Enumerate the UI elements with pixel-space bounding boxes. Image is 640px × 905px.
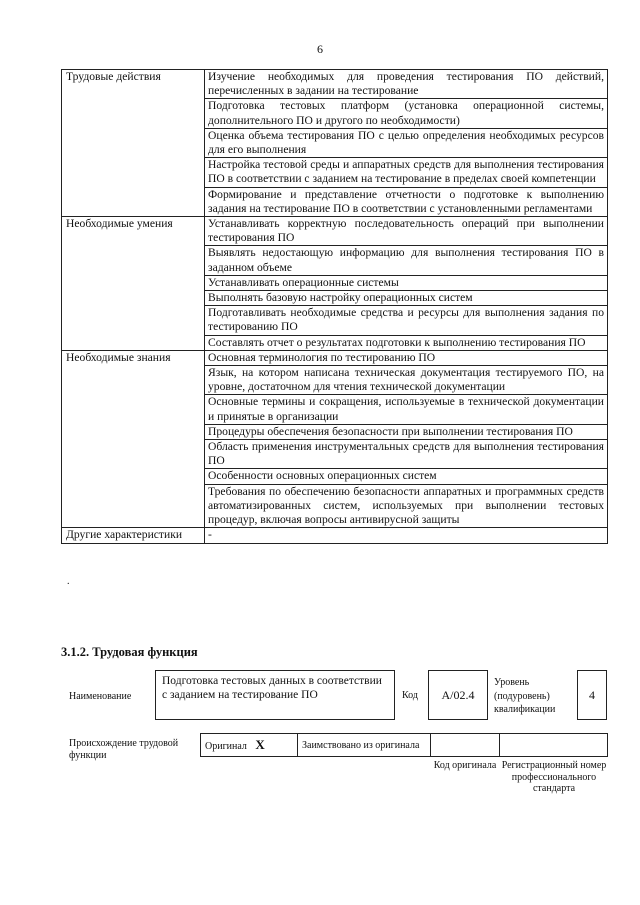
table-row: [62, 440, 608, 469]
registration-number-cell: [500, 734, 608, 757]
description-cell: Выполнять базовую настройку операционных систем: [205, 291, 608, 306]
category-cell-continued: [62, 158, 205, 187]
table-row: [62, 424, 608, 439]
category-cell-continued: [62, 275, 205, 290]
category-cell-continued: [62, 484, 205, 528]
table-row: [62, 335, 608, 350]
category-cell-continued: [62, 187, 205, 216]
category-cell-continued: [62, 424, 205, 439]
table-row: [62, 484, 608, 528]
table-row: [62, 350, 608, 365]
category-cell-continued: [62, 291, 205, 306]
category-cell-continued: [62, 99, 205, 128]
section-title: 3.1.2. Трудовая функция: [61, 645, 198, 659]
description-cell: Область применения инструментальных средств для выполнения тестирования ПО: [205, 440, 608, 469]
table-row: [62, 306, 608, 335]
description-cell: Подготавливать необходимые средства и ресурсы для выполнения задания по тестированию ПО: [205, 306, 608, 335]
description-cell: Оценка объема тестирования ПО с целью определения необходимых ресурсов для его выполнения: [205, 128, 608, 157]
description-cell: Подготовка тестовых платформ (установка операционной системы, дополнительного ПО и другого по необходимости): [205, 99, 608, 128]
description-cell: Основные термины и сокращения, используемые в технической документации и принятые в организации: [205, 395, 608, 424]
original-label: Оригинал: [205, 740, 247, 752]
table-row: [62, 246, 608, 275]
description-cell: Процедуры обеспечения безопасности при выполнении тестирования ПО: [205, 424, 608, 439]
description-cell: Устанавливать корректную последовательность операций при выполнении тестирования ПО: [205, 217, 608, 246]
name-label: Наименование: [69, 691, 132, 702]
category-cell-continued: [62, 128, 205, 157]
description-cell: Язык, на котором написана техническая документация тестируемого ПО, на уровне, достаточном для чтения технической документации: [205, 366, 608, 395]
description-cell: Основная терминология по тестированию ПО: [205, 350, 608, 365]
function-name-box: Подготовка тестовых данных в соответствии с заданием на тестирование ПО: [155, 670, 395, 720]
table-row: [62, 128, 608, 157]
category-cell: Необходимые умения: [62, 217, 205, 246]
level-label: Уровень (подуровень) квалификации: [494, 677, 556, 715]
table-row: [62, 291, 608, 306]
description-cell: Формирование и представление отчетности о подготовке к выполнению задания на тестирование ПО в соответствии с установленными регламентами: [205, 187, 608, 216]
category-cell-continued: [62, 335, 205, 350]
level-value-box: 4: [577, 670, 607, 720]
description-cell: Особенности основных операционных систем: [205, 469, 608, 484]
table-row: [62, 275, 608, 290]
category-cell-continued: [62, 246, 205, 275]
original-x-mark: X: [255, 736, 265, 752]
description-cell: Составлять отчет о результатах подготовки к выполнению тестирования ПО: [205, 335, 608, 350]
description-cell: Изучение необходимых для проведения тестирования ПО действий, перечисленных в задании на тестирование: [205, 70, 608, 99]
origin-table: [200, 733, 608, 757]
description-cell: Настройка тестовой среды и аппаратных средств для выполнения тестирования ПО в соответствии с заданием на тестирование в пределах своей компетенции: [205, 158, 608, 187]
table-row: [62, 70, 608, 99]
table-row: [62, 99, 608, 128]
function-code-box: А/02.4: [428, 670, 488, 720]
origin-label: Происхождение трудовой функции: [69, 738, 179, 761]
description-cell: Устанавливать операционные системы: [205, 275, 608, 290]
code-label: Код: [402, 690, 418, 701]
stray-dot-mark: .: [67, 576, 70, 587]
category-cell-continued: [62, 306, 205, 335]
category-cell: Необходимые знания: [62, 350, 205, 365]
description-cell: Требования по обеспечению безопасности аппаратных и программных средств автоматизированных систем, используемых при выполнении тестовых процедур, включая вопросы антивирусной защиты: [205, 484, 608, 528]
table-row: [62, 528, 608, 543]
table-row: [62, 217, 608, 246]
table-row: [62, 187, 608, 216]
category-cell-continued: [62, 366, 205, 395]
category-cell-continued: [62, 440, 205, 469]
borrowed-cell: Заимствовано из оригинала: [298, 734, 431, 757]
description-cell: Выявлять недостающую информацию для выполнения тестирования ПО в заданном объеме: [205, 246, 608, 275]
labor-function-table: [61, 69, 608, 544]
page-number: 6: [317, 42, 323, 56]
table-row: [62, 158, 608, 187]
category-cell-continued: [62, 469, 205, 484]
category-cell: Другие характеристики: [62, 528, 205, 543]
origin-code-cell: [431, 734, 500, 757]
registration-caption: Регистрационный номер профессионального стандарта: [501, 760, 607, 794]
origin-code-caption: Код оригинала: [433, 760, 497, 771]
category-cell: Трудовые действия: [62, 70, 205, 99]
table-row: [62, 395, 608, 424]
description-cell: -: [205, 528, 608, 543]
table-row: [62, 366, 608, 395]
category-cell-continued: [62, 395, 205, 424]
table-row: [62, 469, 608, 484]
original-cell: [201, 734, 298, 757]
